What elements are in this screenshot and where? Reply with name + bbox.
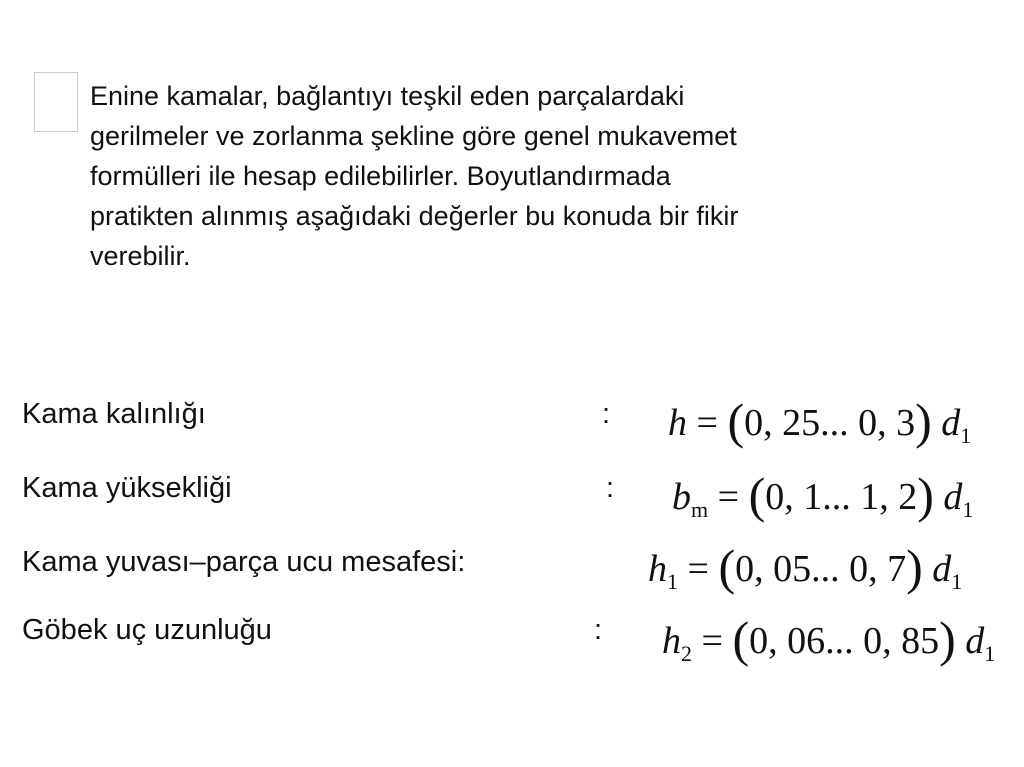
formula-factor-subscript: 1 — [962, 497, 974, 522]
formula-variable: h — [648, 548, 667, 590]
formula-row-kama-yuvasi — [0, 538, 1024, 598]
formula-row-gobek-uc-uzunlugu — [0, 610, 1024, 670]
formula-variable: h — [662, 620, 681, 662]
intro-line: formülleri ile hesap edilebilirler. Boyutlandırmada — [90, 161, 671, 191]
formula-factor-subscript: 1 — [960, 423, 972, 448]
formula-range: 0, 1... 1, 2 — [765, 476, 918, 518]
formula-variable-subscript: 1 — [667, 569, 678, 594]
formula-range: 0, 06... 0, 85 — [749, 620, 940, 662]
close-paren: ) — [906, 539, 923, 595]
formula-variable-subscript: 2 — [681, 641, 692, 666]
formula-variable: h — [668, 402, 687, 444]
formula-factor: d — [965, 620, 985, 662]
formula-row-kama-kalinligi — [0, 392, 1024, 452]
formula-range: 0, 05... 0, 7 — [735, 548, 907, 590]
close-paren: ) — [915, 393, 932, 449]
intro-line: pratikten alınmış aşağıdaki değerler bu konuda bir fikir — [90, 201, 739, 231]
formula-variable-subscript: m — [691, 497, 709, 522]
formula-factor: d — [932, 548, 952, 590]
open-paren: ( — [718, 539, 736, 595]
close-paren: ) — [917, 467, 934, 523]
row-colon: : — [602, 398, 611, 430]
formula-factor-subscript: 1 — [984, 641, 996, 666]
bullet-placeholder-box — [34, 72, 78, 132]
intro-line: verebilir. — [90, 241, 191, 271]
open-paren: ( — [727, 393, 745, 449]
row-label: Kama kalınlığı — [22, 398, 206, 430]
intro-paragraph — [90, 76, 970, 276]
formula: $b_m = (0$, 1... 1, 2) $d_1$ — [672, 467, 974, 523]
row-label: Göbek uç uzunluğu — [22, 614, 272, 646]
row-label: Kama yüksekliği — [22, 472, 232, 504]
formula-factor: d — [941, 402, 961, 444]
formula-factor: d — [943, 476, 963, 518]
row-label: Kama yuvası–parça ucu mesafesi: — [22, 546, 466, 578]
formula: $h_2 = (0$, 06... 0, 85) $d_1$ — [662, 611, 996, 667]
formula: $h_1 = (0$, 05... 0, 7) $d_1$ — [648, 539, 963, 595]
row-colon: : — [594, 614, 603, 646]
formula-range: 0, 25... 0, 3 — [744, 402, 916, 444]
formula: h = (0, 25... 0, 3) $d_1$ — [668, 393, 972, 449]
intro-line: gerilmeler ve zorlanma şekline göre genel mukavemet — [90, 121, 737, 151]
close-paren: ) — [939, 611, 956, 667]
formula-factor-subscript: 1 — [951, 569, 963, 594]
row-colon: : — [606, 472, 615, 504]
formula-row-kama-yuksekligi — [0, 466, 1024, 526]
formula-variable: b — [672, 476, 691, 518]
intro-line: Enine kamalar, bağlantıyı teşkil eden parçalardaki — [90, 81, 685, 111]
open-paren: ( — [748, 467, 766, 523]
open-paren: ( — [732, 611, 750, 667]
